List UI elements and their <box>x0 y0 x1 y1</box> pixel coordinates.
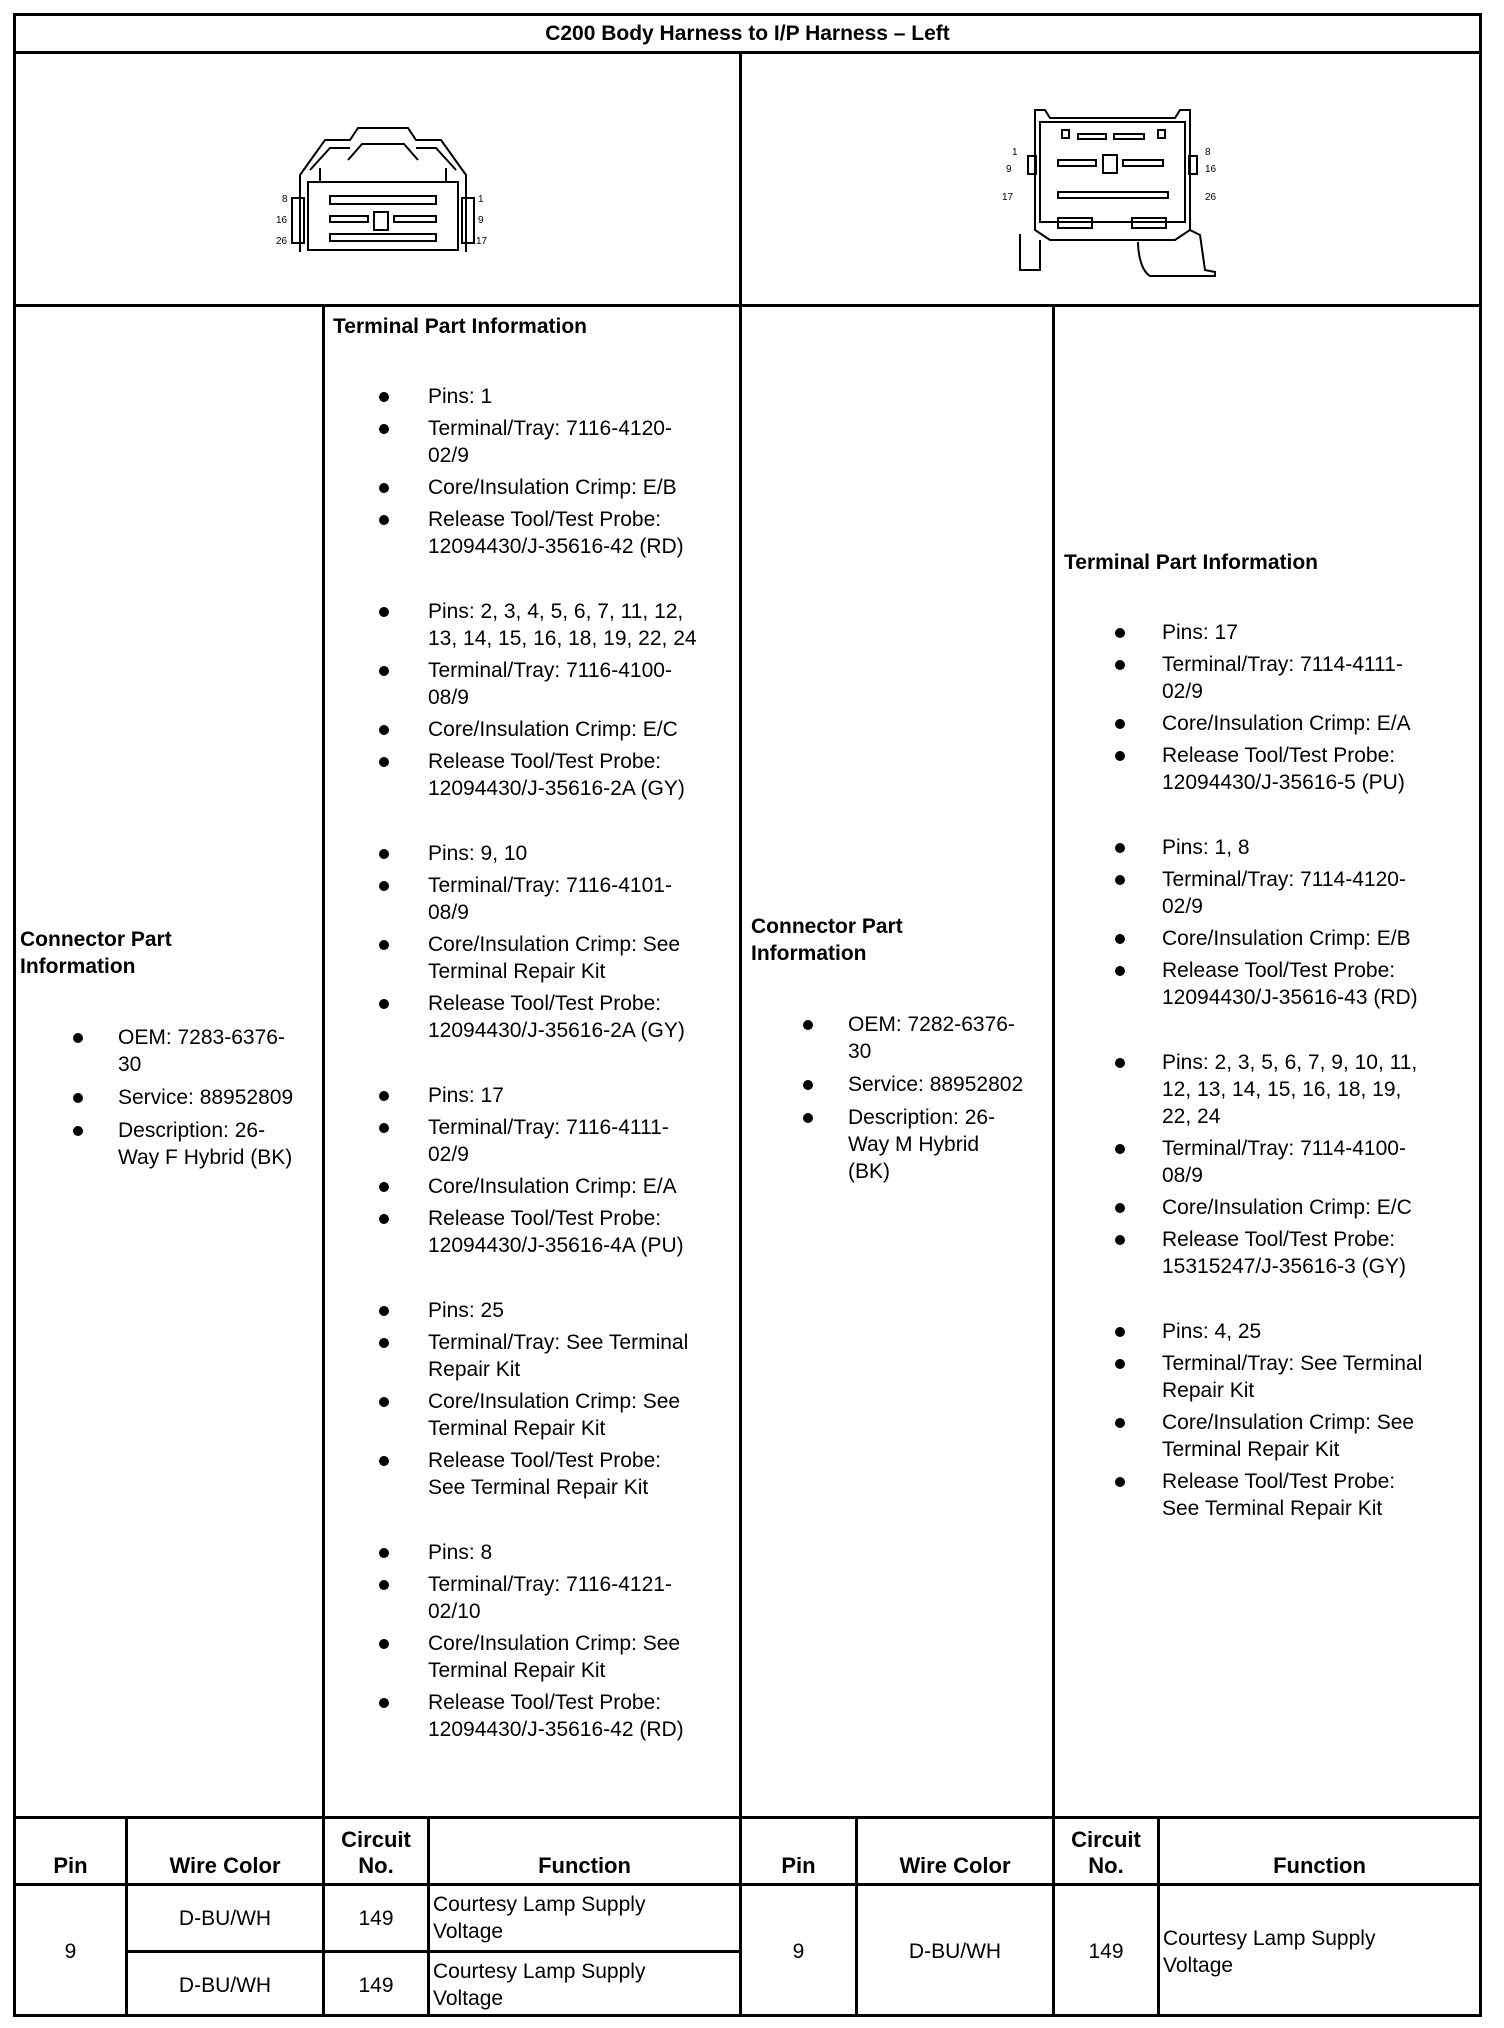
list-item: Release Tool/Test Probe: See Terminal Repair Kit <box>333 1447 737 1501</box>
terminal-group <box>333 1539 737 1743</box>
list-item: Core/Insulation Crimp: E/A <box>333 1173 737 1200</box>
list-item: Pins: 9, 10 <box>333 840 737 867</box>
right-connector-heading: Connector Part Information <box>751 915 903 965</box>
pin-label-c: 9 <box>1006 164 1012 175</box>
female-connector-drawing <box>270 120 490 260</box>
list-item: Terminal/Tray: 7114-4120- 02/9 <box>1064 866 1479 920</box>
left-connector-heading: Connector Part Information <box>20 928 172 978</box>
left-terminal-info <box>333 313 737 1781</box>
list-item: Release Tool/Test Probe: 12094430/J-35616-2A (GY) <box>333 990 737 1044</box>
header-circuit: Circuit No. <box>341 1827 411 1878</box>
page-title: C200 Body Harness to I/P Harness – Left <box>545 22 950 45</box>
cell-function: Courtesy Lamp Supply Voltage <box>433 1893 646 1943</box>
list-item: Pins: 17 <box>333 1082 737 1109</box>
cell-circuit: 149 <box>358 1973 394 1997</box>
list-item: Release Tool/Test Probe: 12094430/J-35616-4A (PU) <box>333 1205 737 1259</box>
list-item: Pins: 1 <box>333 383 737 410</box>
list-item: OEM: 7282-6376- 30 <box>751 1011 1051 1065</box>
rule-diagram <box>13 304 1482 307</box>
cell-pin: 9 <box>792 1940 805 1963</box>
list-item: Pins: 2, 3, 5, 6, 7, 9, 10, 11, 12, 13, 14, 15, 16, 18, 19, 22, 24 <box>1064 1049 1479 1130</box>
left-connector-info <box>20 926 320 1171</box>
left-terminal-groups <box>333 383 737 1743</box>
terminal-group <box>1064 1318 1479 1522</box>
header-wire-color: Wire Color <box>169 1853 281 1878</box>
cell-wire-color: D-BU/WH <box>178 1906 272 1930</box>
pin-label-e: 26 <box>276 236 288 247</box>
list-item: Pins: 4, 25 <box>1064 1318 1479 1345</box>
list-item: Core/Insulation Crimp: E/C <box>333 716 737 743</box>
rule-right-info <box>1052 304 1055 2017</box>
rule-left-info <box>322 304 325 2017</box>
left-connector-list <box>20 1024 320 1171</box>
terminal-group <box>333 840 737 1044</box>
list-item: Terminal/Tray: 7116-4120- 02/9 <box>333 415 737 469</box>
list-item: Core/Insulation Crimp: E/B <box>333 474 737 501</box>
list-item: Terminal/Tray: See Terminal Repair Kit <box>333 1329 737 1383</box>
list-item: Release Tool/Test Probe: 12094430/J-35616-5 (PU) <box>1064 742 1479 796</box>
list-item: Terminal/Tray: 7116-4111- 02/9 <box>333 1114 737 1168</box>
terminal-group <box>333 383 737 560</box>
header-pin: Pin <box>53 1853 88 1878</box>
pin-label-d: 16 <box>1205 164 1217 175</box>
rule-title <box>13 51 1482 54</box>
list-item: Release Tool/Test Probe: See Terminal Repair Kit <box>1064 1468 1479 1522</box>
list-item: Terminal/Tray: 7114-4111- 02/9 <box>1064 651 1479 705</box>
header-pin: Pin <box>781 1853 816 1878</box>
cell-pin: 9 <box>64 1940 77 1963</box>
terminal-group <box>333 1297 737 1501</box>
pin-label-d: 9 <box>478 215 484 226</box>
list-item: Pins: 8 <box>333 1539 737 1566</box>
terminal-group <box>1064 834 1479 1011</box>
list-item: Core/Insulation Crimp: E/C <box>1064 1194 1479 1221</box>
list-item: Service: 88952802 <box>751 1071 1051 1098</box>
list-item: Pins: 1, 8 <box>1064 834 1479 861</box>
terminal-group <box>333 1082 737 1259</box>
list-item: Release Tool/Test Probe: 15315247/J-35616-3 (GY) <box>1064 1226 1479 1280</box>
list-item: Release Tool/Test Probe: 12094430/J-35616-42 (RD) <box>333 1689 737 1743</box>
header-function: Function <box>1273 1853 1366 1878</box>
cell-circuit: 149 <box>1088 1940 1124 1963</box>
right-terminal-info <box>1064 549 1479 1560</box>
list-item: Terminal/Tray: 7116-4101- 08/9 <box>333 872 737 926</box>
list-item: Core/Insulation Crimp: See Terminal Repair Kit <box>333 1388 737 1442</box>
list-item: Description: 26- Way F Hybrid (BK) <box>20 1117 320 1171</box>
list-item: Terminal/Tray: 7114-4100- 08/9 <box>1064 1135 1479 1189</box>
pin-label-a: 8 <box>282 194 288 205</box>
right-connector-list <box>751 1011 1051 1185</box>
list-item: Core/Insulation Crimp: E/B <box>1064 925 1479 952</box>
cell-function: Courtesy Lamp Supply Voltage <box>1163 1926 1376 1977</box>
pin-label-e: 17 <box>1002 192 1014 203</box>
pin-label-b: 1 <box>478 194 484 205</box>
list-item: Pins: 17 <box>1064 619 1479 646</box>
list-item: Release Tool/Test Probe: 12094430/J-35616-2A (GY) <box>333 748 737 802</box>
list-item: Core/Insulation Crimp: See Terminal Repair Kit <box>333 931 737 985</box>
pin-label-f: 17 <box>476 236 488 247</box>
list-item: Terminal/Tray: See Terminal Repair Kit <box>1064 1350 1479 1404</box>
pin-label-b: 8 <box>1205 147 1211 158</box>
cell-wire-color: D-BU/WH <box>908 1940 1002 1963</box>
header-function: Function <box>538 1853 631 1878</box>
cell-function: Courtesy Lamp Supply Voltage <box>433 1960 646 2010</box>
pin-label-a: 1 <box>1012 147 1018 158</box>
list-item: Description: 26- Way M Hybrid (BK) <box>751 1104 1051 1185</box>
right-terminal-heading: Terminal Part Information <box>1064 551 1318 574</box>
list-item: Core/Insulation Crimp: E/A <box>1064 710 1479 737</box>
terminal-group <box>1064 1049 1479 1280</box>
header-circuit: Circuit No. <box>1071 1827 1141 1878</box>
list-item: Release Tool/Test Probe: 12094430/J-35616-42 (RD) <box>333 506 737 560</box>
right-connector-info <box>751 913 1051 1185</box>
terminal-group <box>333 598 737 802</box>
list-item: Pins: 2, 3, 4, 5, 6, 7, 11, 12, 13, 14, 15, 16, 18, 19, 22, 24 <box>333 598 737 652</box>
list-item: Core/Insulation Crimp: See Terminal Repair Kit <box>1064 1409 1479 1463</box>
list-item: Release Tool/Test Probe: 12094430/J-35616-43 (RD) <box>1064 957 1479 1011</box>
pin-label-f: 26 <box>1205 192 1217 203</box>
cell-wire-color: D-BU/WH <box>178 1973 272 1997</box>
pin-label-c: 16 <box>276 215 288 226</box>
cell-circuit: 149 <box>358 1906 394 1930</box>
right-terminal-groups <box>1064 619 1479 1522</box>
header-wire-color: Wire Color <box>899 1853 1011 1878</box>
rule-middle <box>739 51 742 2017</box>
list-item: Terminal/Tray: 7116-4100- 08/9 <box>333 657 737 711</box>
list-item: Pins: 25 <box>333 1297 737 1324</box>
list-item: Core/Insulation Crimp: See Terminal Repair Kit <box>333 1630 737 1684</box>
list-item: Terminal/Tray: 7116-4121- 02/10 <box>333 1571 737 1625</box>
list-item: Service: 88952809 <box>20 1084 320 1111</box>
list-item: OEM: 7283-6376- 30 <box>20 1024 320 1078</box>
male-connector-drawing <box>990 100 1240 280</box>
left-terminal-heading: Terminal Part Information <box>333 315 587 338</box>
terminal-group <box>1064 619 1479 796</box>
